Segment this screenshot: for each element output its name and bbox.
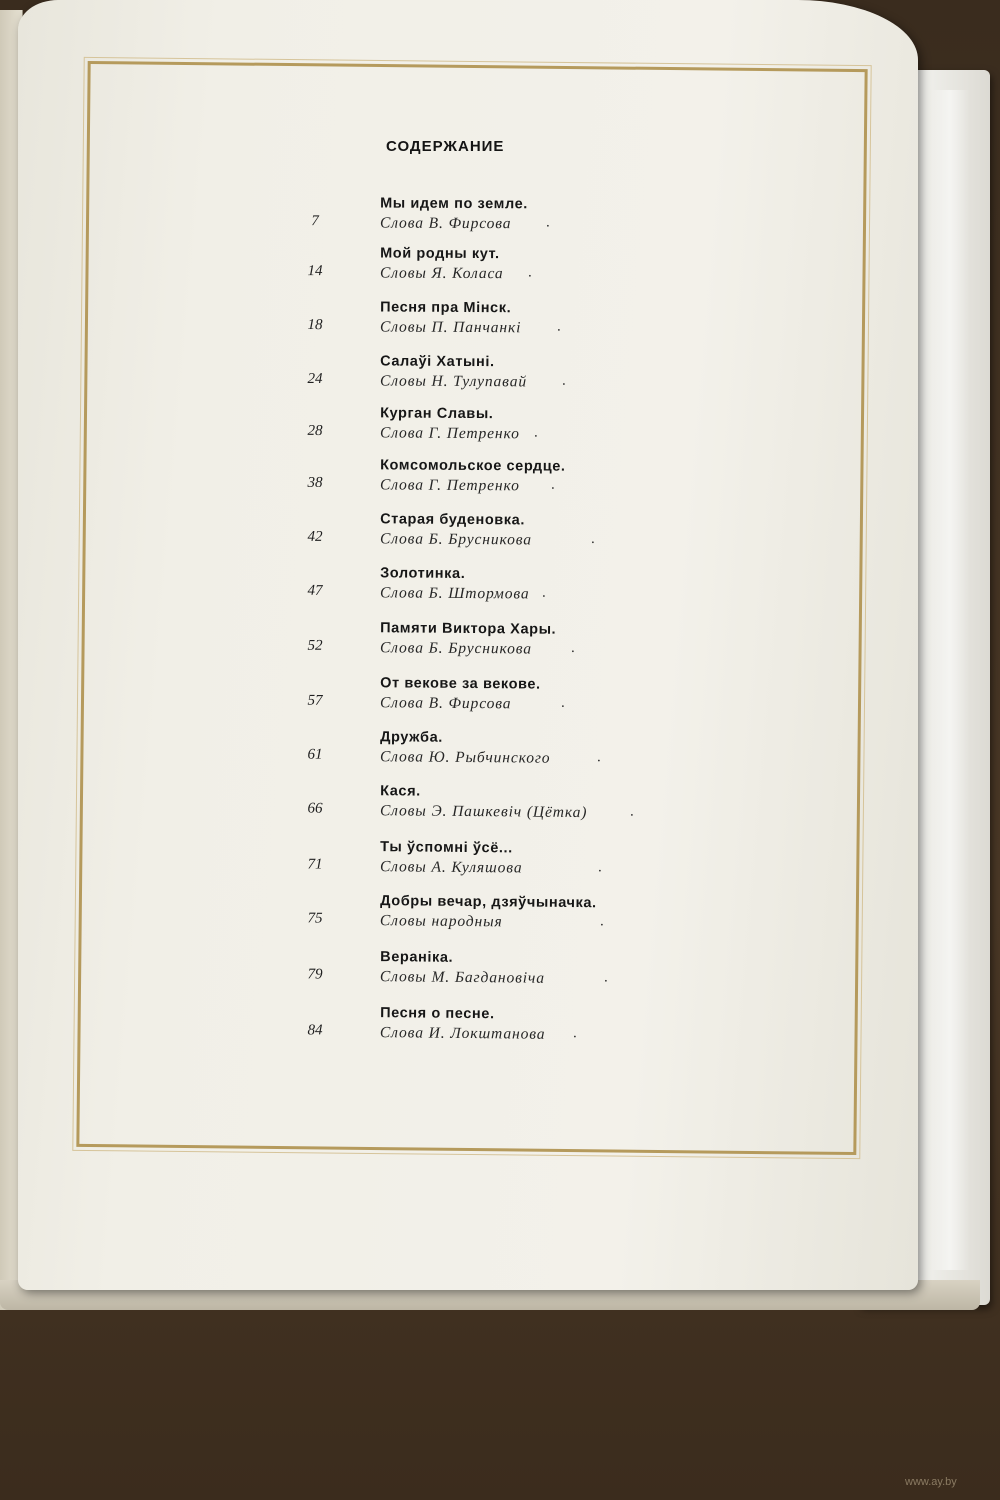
toc-entry [18, 780, 918, 838]
toc-entry [18, 509, 918, 566]
trailing-dot: . [561, 372, 566, 389]
page-number: 84 [307, 1022, 323, 1039]
song-title: Веранiка. [380, 948, 454, 966]
page-number: 38 [307, 474, 323, 491]
lyrics-author: Словы Н. Тулупавай [379, 372, 528, 391]
toc-entry [18, 890, 918, 949]
song-title: Мой родны кут. [380, 245, 500, 263]
toc-entry [18, 562, 918, 619]
page-number: 57 [307, 692, 323, 709]
toc-entry [18, 297, 918, 352]
song-title: Добры вечар, дзяўчыначка. [380, 893, 597, 912]
trailing-dot: . [570, 640, 575, 657]
page-number: 61 [307, 746, 323, 763]
lyrics-author: Словы П. Панчанкі [379, 318, 522, 337]
page-number: 24 [307, 371, 323, 388]
toc-entry [18, 194, 918, 249]
trailing-dot: . [550, 476, 555, 493]
trailing-dot: . [541, 584, 546, 601]
trailing-dot: . [527, 264, 532, 281]
page-number: 7 [311, 213, 319, 230]
song-title: Комсомольское сердце. [380, 457, 566, 475]
song-title: Салаўі Хатыні. [380, 353, 495, 371]
lyrics-author: Слова Б. Брусникова [379, 530, 532, 549]
lyrics-author: Словы народныя [379, 912, 503, 931]
trailing-dot: . [597, 859, 602, 876]
table-of-contents [18, 0, 918, 1200]
page-number: 52 [307, 637, 323, 655]
toc-entry [18, 945, 918, 1004]
lyrics-author: Словы М. Багдановiча [379, 967, 546, 987]
page-number: 66 [307, 800, 323, 818]
toc-entry [18, 1001, 918, 1060]
book-page [18, 0, 918, 1290]
lyrics-author: Слова В. Фирсова [379, 693, 512, 712]
song-title: Ты ўспомні ўсё... [380, 838, 513, 857]
lyrics-author: Словы Я. Коласа [379, 264, 504, 283]
trailing-dot: . [533, 424, 538, 441]
lyrics-author: Слова В. Фирсова [379, 214, 512, 233]
contents-heading: СОДЕРЖАНИЕ [386, 138, 505, 155]
trailing-dot: . [556, 318, 561, 335]
toc-entry [18, 403, 918, 459]
lyrics-author: Слова И. Локштанова [379, 1024, 546, 1043]
lyrics-author: Словы Э. Пашкевіч (Цётка) [379, 802, 588, 822]
lyrics-author: Слова Б. Штормова [379, 584, 530, 603]
song-title: Кася. [380, 783, 421, 800]
watermark: www.ay.by [905, 1476, 957, 1488]
lyrics-author: Словы А. Куляшова [379, 857, 523, 877]
song-title: Песня пра Мінск. [380, 299, 512, 317]
toc-entry [18, 726, 918, 784]
page-number: 47 [307, 582, 323, 599]
trailing-dot: . [603, 968, 608, 986]
toc-entry [18, 351, 918, 407]
page-number: 14 [307, 263, 323, 280]
toc-entry [18, 618, 918, 675]
page-number: 18 [307, 316, 323, 333]
trailing-dot: . [596, 749, 601, 766]
page-number: 28 [307, 422, 323, 439]
page-number: 71 [307, 856, 323, 873]
trailing-dot: . [599, 913, 604, 930]
song-title: Курган Славы. [380, 405, 494, 422]
trailing-dot: . [545, 214, 550, 231]
toc-entry [18, 836, 918, 894]
lyrics-author: Слова Г. Петренко [379, 424, 520, 442]
trailing-dot: . [560, 694, 565, 711]
lyrics-author: Слова Б. Брусникова [379, 639, 532, 658]
page-number: 42 [307, 529, 323, 546]
trailing-dot: . [572, 1025, 577, 1042]
lyrics-author: Слова Ю. Рыбчинского [379, 748, 551, 767]
song-title: Песня о песне. [380, 1005, 495, 1023]
toc-entry [18, 455, 918, 511]
toc-entry [18, 244, 918, 299]
song-title: Старая буденовка. [380, 511, 526, 529]
song-title: Памяти Виктора Хары. [380, 620, 557, 638]
song-title: Дружба. [380, 729, 444, 746]
page-number: 79 [307, 965, 323, 983]
lyrics-author: Слова Г. Петренко [379, 476, 520, 495]
song-title: Золотинка. [380, 565, 466, 582]
trailing-dot: . [629, 803, 634, 820]
trailing-dot: . [590, 531, 595, 548]
toc-entry [18, 672, 918, 730]
page-number: 75 [307, 910, 323, 927]
song-title: От векове за векове. [380, 674, 541, 693]
cover-gloss [930, 90, 970, 1270]
song-title: Мы идем по земле. [380, 195, 528, 213]
